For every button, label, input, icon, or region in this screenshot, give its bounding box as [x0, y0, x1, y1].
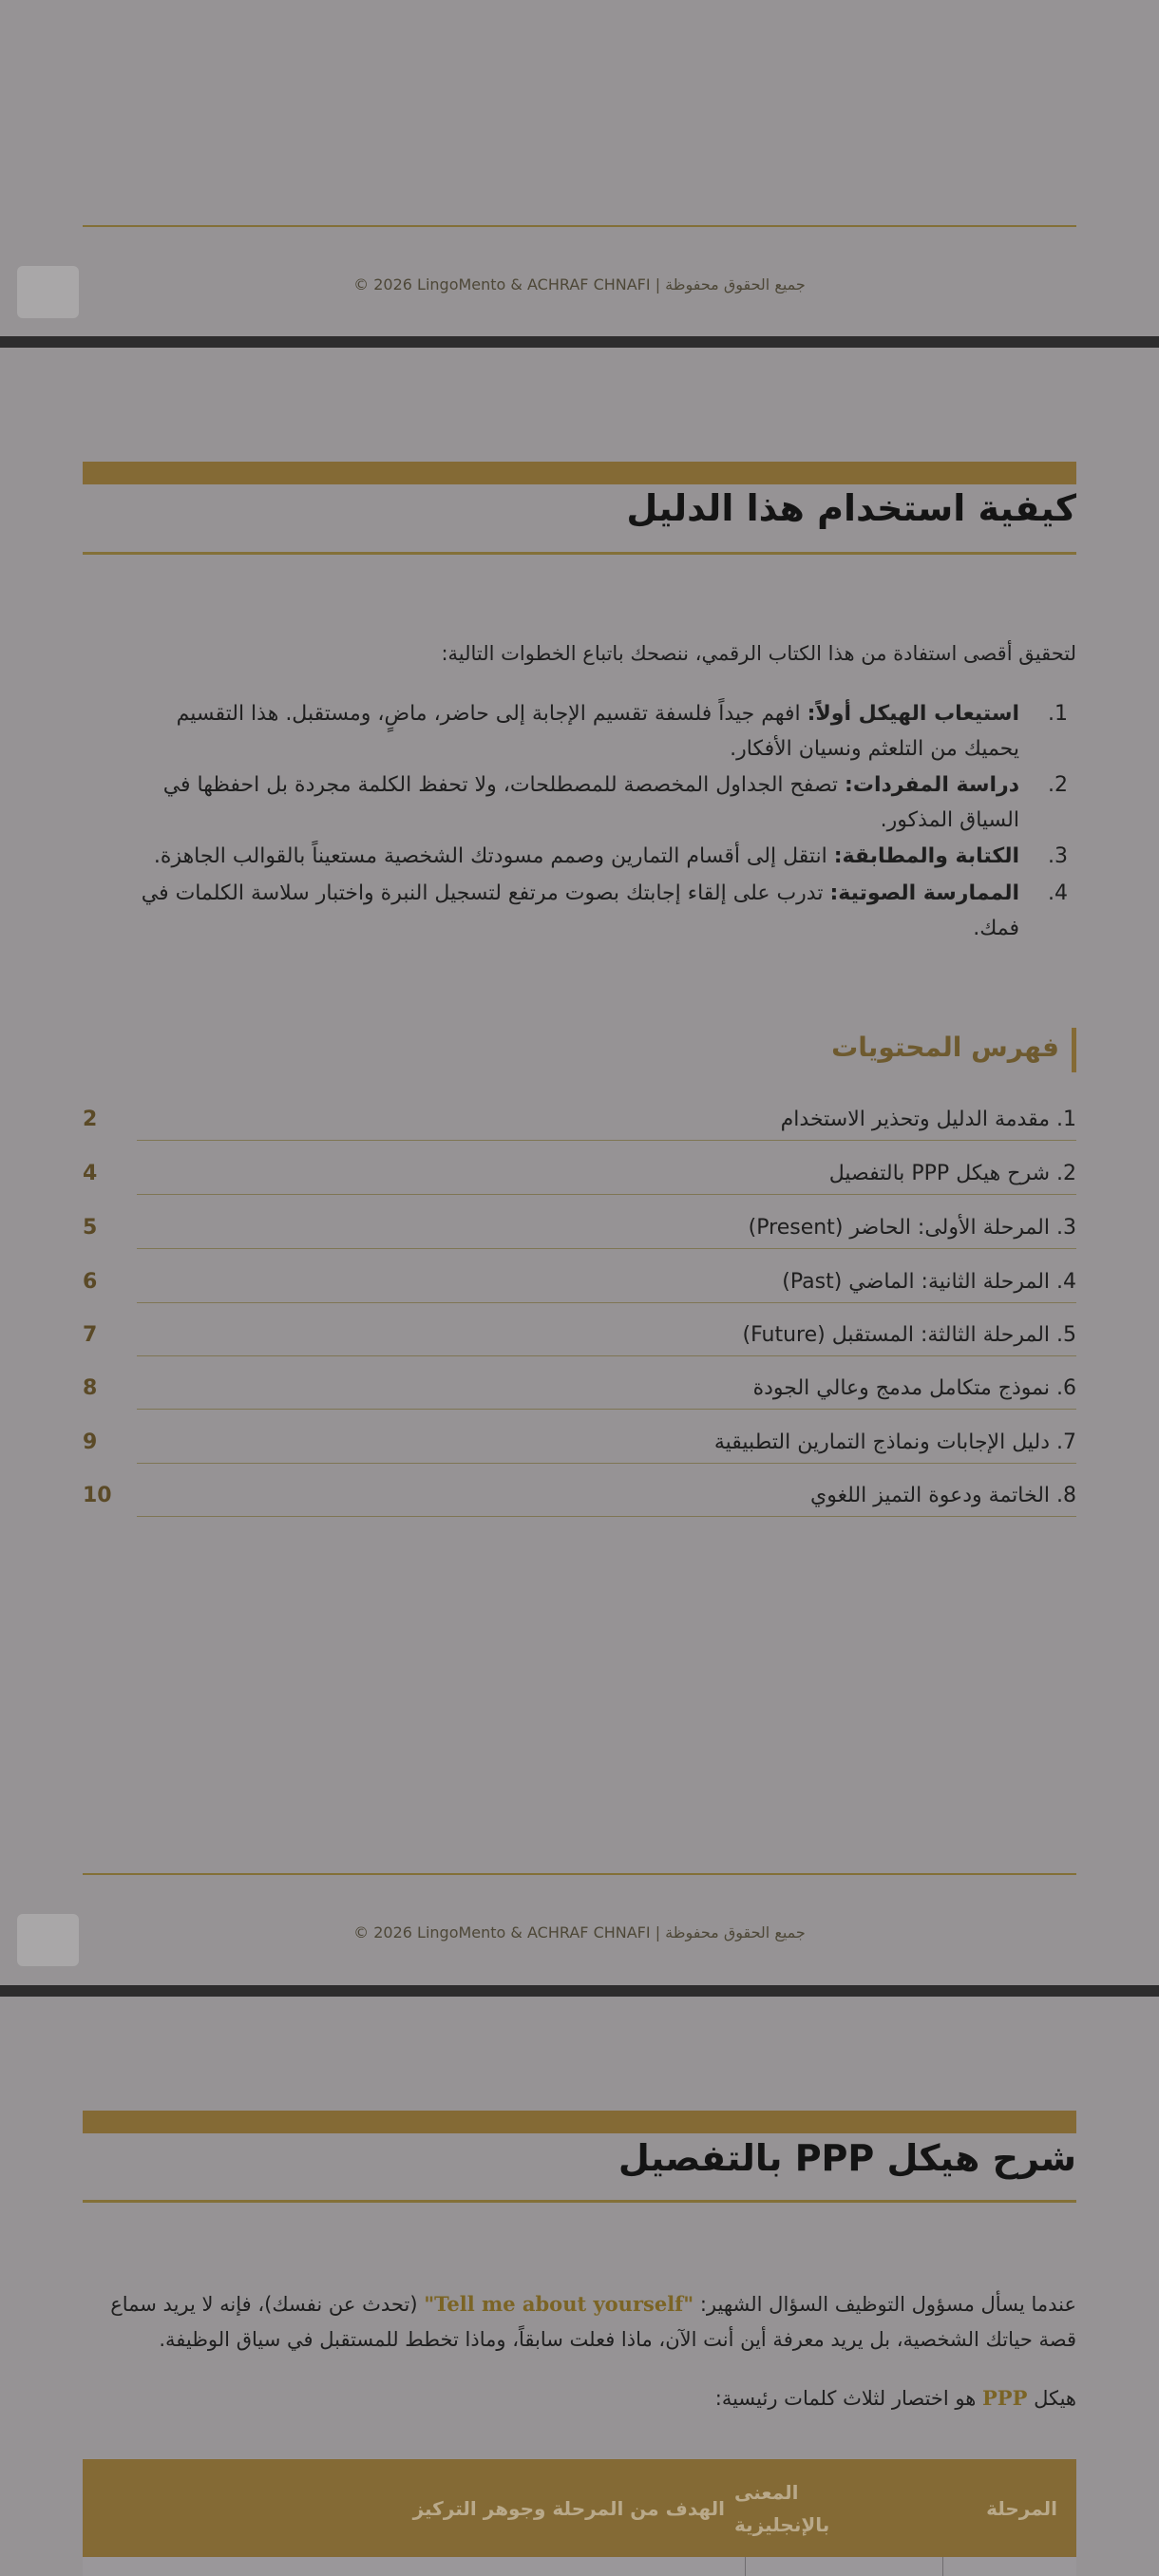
- toc-entry-line: [137, 1248, 1076, 1249]
- structure-acronym: PPP: [982, 2386, 1028, 2410]
- footer-copyright: © 2026 LingoMento & ACHRAF CHNAFI | جميع الحقوق محفوظة: [353, 275, 806, 294]
- toc-entry-line: [137, 1409, 1076, 1410]
- interview-question-quote: "Tell me about yourself": [424, 2292, 694, 2316]
- toc-entry[interactable]: [83, 1108, 1076, 1146]
- page-separator: [0, 1985, 1159, 1997]
- toc-entry-line: [137, 1302, 1076, 1303]
- toc-title: فهرس المحتويات: [831, 1032, 1059, 1063]
- toc-entry[interactable]: [83, 1376, 1076, 1414]
- toc-entry-page: 8: [83, 1376, 98, 1400]
- list-item-text: تدرب على إلقاء إجابتك بصوت مرتفع لتسجيل النبرة واختبار سلاسة الكلمات في: [141, 881, 824, 905]
- list-item: [88, 839, 1076, 874]
- toc-entry-label: 7. دليل الإجابات ونماذج التمارين التطبيقية: [713, 1430, 1076, 1454]
- page-separator: [0, 336, 1159, 348]
- list-item-text: افهم جيداً فلسفة تقسيم الإجابة إلى حاضر، ماضٍ، ومستقبل. هذا التقسيم: [176, 702, 801, 726]
- list-number: 3.: [1048, 844, 1068, 868]
- list-item-title: دراسة المفردات:: [845, 773, 1019, 797]
- footer-divider: [83, 1873, 1076, 1875]
- toc-entry-line: [137, 1194, 1076, 1195]
- table-row: [83, 2557, 1076, 2576]
- toc-entry[interactable]: [83, 1323, 1076, 1361]
- toc-entry-page: 10: [83, 1484, 112, 1507]
- toc-accent-bar: [1072, 1028, 1076, 1072]
- title-underline: [83, 552, 1076, 555]
- list-item: [88, 767, 1076, 838]
- toc-entry-label: 8. الخاتمة ودعوة التميز اللغوي: [809, 1484, 1076, 1507]
- toc-entry-line: [137, 1463, 1076, 1464]
- toc-entry[interactable]: [83, 1484, 1076, 1522]
- toc-entry-page: 7: [83, 1323, 98, 1347]
- page-title: شرح هيكل PPP بالتفصيل: [618, 2137, 1076, 2179]
- toc-entry-page: 9: [83, 1430, 98, 1454]
- toc-entry-label: 5. المرحلة الثالثة: المستقبل (Future): [742, 1323, 1076, 1347]
- toc-entry[interactable]: [83, 1216, 1076, 1254]
- section-band: [83, 462, 1076, 484]
- table-header-meaning-line2: بالإنجليزية: [734, 2512, 830, 2536]
- toc-entry-page: 6: [83, 1270, 98, 1294]
- structure-pre: هيكل: [1034, 2387, 1076, 2410]
- toc-entry-label: 4. المرحلة الثانية: الماضي (Past): [782, 1270, 1076, 1294]
- table-header-goal: الهدف من المرحلة وجوهر التركيز: [412, 2496, 725, 2520]
- list-number: 2.: [1048, 773, 1068, 797]
- toc-entry-page: 2: [83, 1108, 98, 1131]
- ppp-para-line2: قصة حياتك الشخصية، بل يريد معرفة أين أنت الآن، ماذا فعلت سابقاً، وماذا تخطط للمستقبل في سياق الوظيفة.: [159, 2328, 1076, 2351]
- ppp-paragraph: [83, 2286, 1076, 2358]
- list-item-text-cont: يحميك من التلعثم ونسيان الأفكار.: [730, 737, 1019, 761]
- toc-entry-label: 2. شرح هيكل PPP بالتفصيل: [828, 1162, 1076, 1185]
- table-header-phase: المرحلة: [986, 2496, 1057, 2520]
- footer-divider: [83, 225, 1076, 227]
- list-item: [88, 876, 1076, 946]
- ppp-para-start: عندما يسأل مسؤول التوظيف السؤال الشهير:: [699, 2293, 1076, 2316]
- toc-entry-page: 5: [83, 1216, 98, 1240]
- footer-copyright: © 2026 LingoMento & ACHRAF CHNAFI | جميع الحقوق محفوظة: [353, 1923, 806, 1941]
- list-item-text: انتقل إلى أقسام التمارين وصمم مسودتك الشخصية مستعيناً بالقوالب الجاهزة.: [153, 844, 827, 868]
- list-item-text-cont: فمك.: [973, 917, 1019, 940]
- section-band: [83, 2111, 1076, 2133]
- list-item-title: الممارسة الصوتية:: [829, 881, 1019, 905]
- ppp-table: [83, 2459, 1076, 2576]
- list-number: 1.: [1048, 702, 1068, 726]
- title-underline: [83, 2200, 1076, 2203]
- table-divider: [942, 2557, 943, 2576]
- ppp-structure-line: [715, 2380, 1076, 2416]
- toc-entry-line: [137, 1516, 1076, 1517]
- list-item: [88, 696, 1076, 767]
- list-item-text-cont: السياق المذكور.: [880, 808, 1019, 832]
- toc-entry[interactable]: [83, 1162, 1076, 1200]
- list-item-title: الكتابة والمطابقة:: [833, 844, 1019, 868]
- list-item-title: استيعاب الهيكل أولاً:: [807, 702, 1019, 726]
- ppp-para-mid: (تحدث عن نفسك)، فإنه لا يريد سماع: [110, 2293, 418, 2316]
- toc-entry-label: 6. نموذج متكامل مدمج وعالي الجودة: [752, 1376, 1076, 1400]
- table-divider: [745, 2557, 746, 2576]
- guide-intro: لتحقيق أقصى استفادة من هذا الكتاب الرقمي، ننصحك باتباع الخطوات التالية:: [441, 642, 1076, 665]
- page-title: كيفية استخدام هذا الدليل: [626, 487, 1076, 529]
- structure-post: هو اختصار لثلاث كلمات رئيسية:: [714, 2387, 977, 2410]
- toc-entry-label: 3. المرحلة الأولى: الحاضر (Present): [748, 1216, 1076, 1240]
- toc-entry[interactable]: [83, 1270, 1076, 1308]
- list-item-text: تصفح الجداول المخصصة للمصطلحات، ولا تحفظ الكلمة مجردة بل احفظها في: [162, 773, 839, 797]
- toc-entry-page: 4: [83, 1162, 98, 1185]
- toc-entry-line: [137, 1140, 1076, 1141]
- toc-entry-label: 1. مقدمة الدليل وتحذير الاستخدام: [780, 1108, 1076, 1131]
- list-number: 4.: [1048, 881, 1068, 905]
- toc-entry-line: [137, 1355, 1076, 1356]
- table-header-meaning: [734, 2459, 877, 2557]
- table-header-meaning-line1: المعنى: [734, 2480, 799, 2504]
- toc-entry[interactable]: [83, 1430, 1076, 1468]
